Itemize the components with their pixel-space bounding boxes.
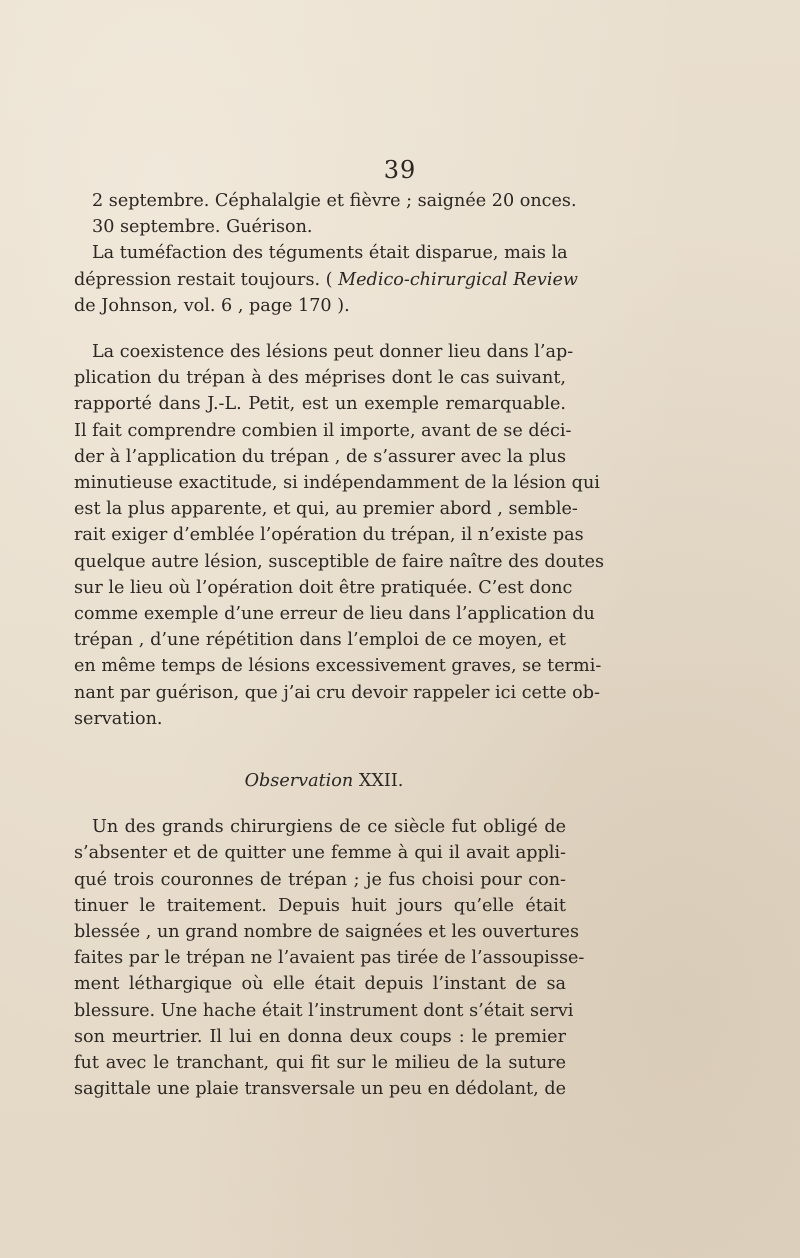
observation-heading: [82, 768, 566, 794]
paragraph-line: servation.: [74, 708, 163, 729]
paragraph-coexistence: [74, 339, 605, 732]
page-body: [74, 188, 605, 1103]
paragraph-line: plication du trépan à des méprises dont le cas suivant,: [74, 368, 566, 389]
paragraph-line: fut avec le tranchant, qui fit sur le milieu de la suture: [74, 1053, 566, 1074]
paragraph-line: en même temps de lésions excessivement graves, se termi-: [74, 656, 602, 677]
observation-number: XXII.: [358, 771, 404, 792]
paragraph-line: La coexistence des lésions peut donner lieu dans l’ap-: [92, 342, 574, 363]
paragraph-observation: [74, 814, 585, 1102]
paragraph-line: rapporté dans J.-L. Petit, est un exemple remarquable.: [74, 394, 566, 415]
paragraph-line: nant par guérison, que j’ai cru devoir rappeler ici cette ob-: [74, 682, 600, 703]
paragraph-line: blessée , un grand nombre de saignées et les ouvertures: [74, 922, 579, 943]
citation-journal: Medico-chirurgical Review: [338, 269, 578, 290]
spacer: [74, 794, 566, 814]
paragraph-line: minutieuse exactitude, si indépendamment de la lésion qui: [74, 473, 600, 494]
paragraph-line: faites par le trépan ne l’avaient pas tirée de l’assoupisse-: [74, 948, 585, 969]
spacer: [74, 732, 566, 768]
entry-line: 30 septembre. Guérison.: [92, 217, 313, 238]
paragraph-line: ment léthargique où elle était depuis l’instant de sa: [74, 974, 566, 995]
paragraph-line: son meurtrier. Il lui en donna deux coups : le premier: [74, 1026, 566, 1047]
citation-line: [74, 267, 578, 293]
paragraph-line: sagittale une plaie transversale un peu en dédolant, de: [74, 1079, 566, 1100]
paragraph-line: sur le lieu où l’opération doit être pratiquée. C’est donc: [74, 577, 573, 598]
intro-entries: [74, 188, 578, 319]
paragraph-line: Il fait comprendre combien il importe, avant de se déci-: [74, 420, 572, 441]
paragraph-line: quelque autre lésion, susceptible de faire naître des doutes: [74, 551, 605, 572]
paragraph-line: Un des grands chirurgiens de ce siècle fut obligé de: [92, 817, 566, 838]
paragraph-line: est la plus apparente, et qui, au premier abord , semble-: [74, 499, 578, 520]
paragraph-line: blessure. Une hache était l’instrument dont s’était servi: [74, 1000, 574, 1021]
spacer: [74, 319, 566, 339]
paragraph-line: tinuer le traitement. Depuis huit jours qu’elle était: [74, 895, 566, 916]
entry-line: 2 septembre. Céphalalgie et fièvre ; saignée 20 onces.: [92, 191, 577, 211]
paragraph-line: s’absenter et de quitter une femme à qui il avait appli-: [74, 843, 566, 864]
paragraph-line: der à l’application du trépan , de s’assurer avec la plus: [74, 446, 566, 467]
entry-line: La tuméfaction des téguments était disparue, mais la: [92, 243, 568, 264]
citation-prefix: dépression restait toujours. (: [74, 269, 339, 290]
page-number: 39: [383, 156, 417, 184]
paragraph-line: qué trois couronnes de trépan ; je fus choisi pour con-: [74, 869, 566, 890]
observation-label: Observation: [244, 771, 354, 792]
paragraph-line: trépan , d’une répétition dans l’emploi de ce moyen, et: [74, 630, 566, 651]
paragraph-line: comme exemple d’une erreur de lieu dans l’application du: [74, 604, 595, 625]
entry-line: de Johnson, vol. 6 , page 170 ).: [74, 295, 350, 316]
paragraph-line: rait exiger d’emblée l’opération du trépan, il n’existe pas: [74, 525, 584, 546]
